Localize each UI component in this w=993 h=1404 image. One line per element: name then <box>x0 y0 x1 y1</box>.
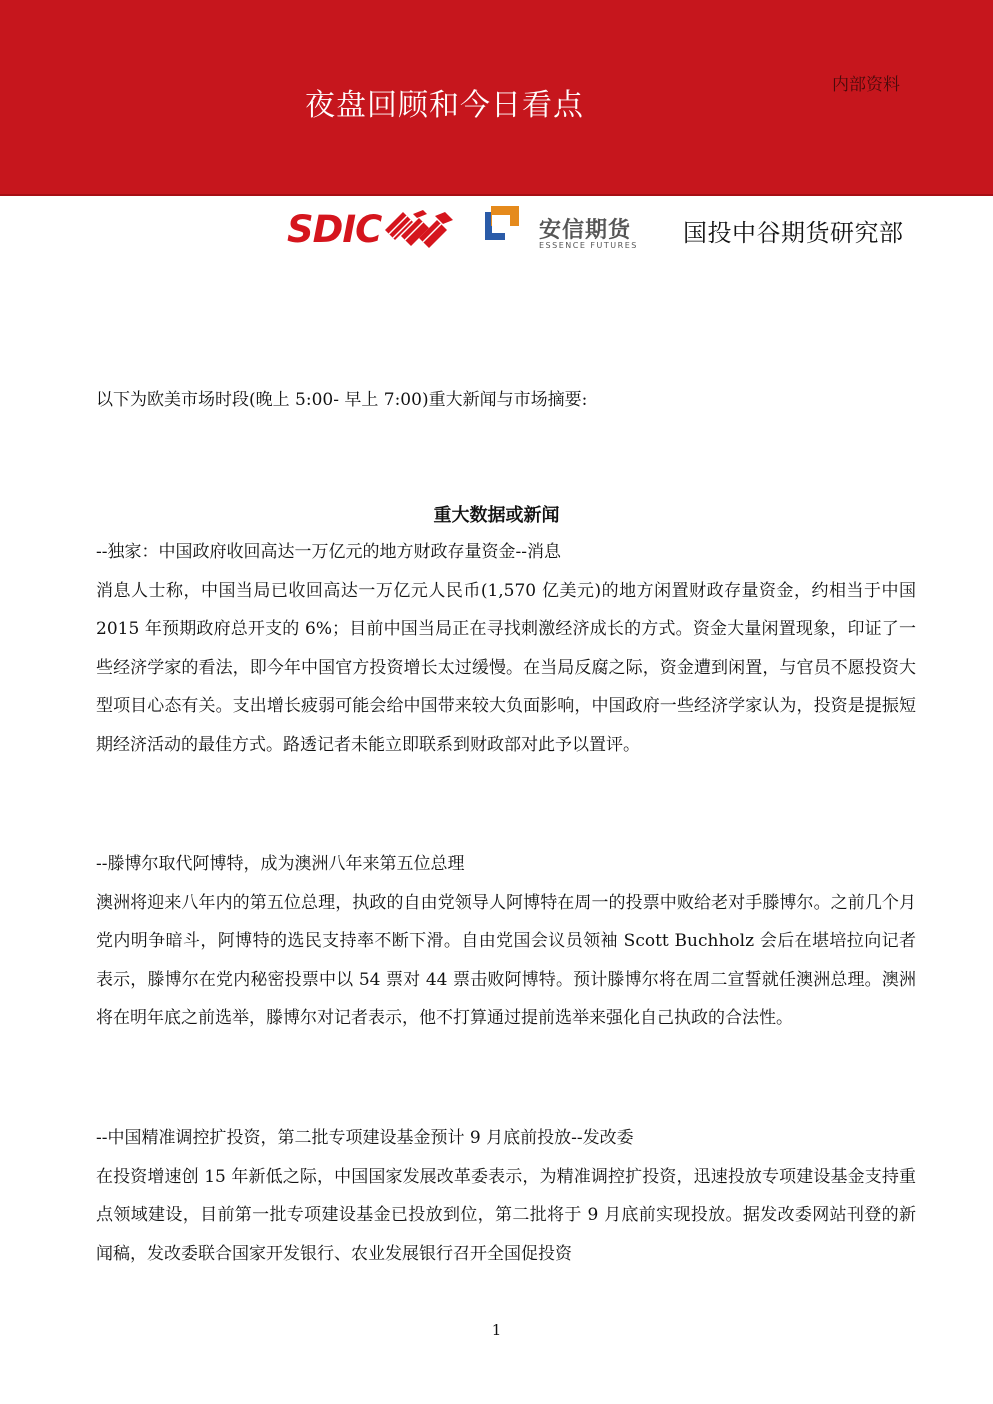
research-department-name: 国投中谷期货研究部 <box>683 219 904 247</box>
sdic-logo <box>287 210 462 250</box>
logo-row <box>0 200 993 260</box>
essence-logo-chinese: 安信期货 <box>539 218 632 243</box>
news-headline: --独家：中国政府收回高达一万亿元的地方财政存量资金--消息 <box>96 542 561 562</box>
news-body: 消息人士称，中国当局已收回高达一万亿元人民币(1,570 亿美元)的地方闲置财政存量资金，约相当于中国 2015 年预期政府总开支的 6%；目前中国当局正在寻找刺激经济成长的方式。资金大量闲置现象，印证了一些经济学家的看法，即今年中国官方投资增长太过缓慢。在当局反腐之际，资金遭到闲置，与官员不愿投资大型项目心态有关。支出增长疲弱可能会给中国带来较大负面影响，中国政府一些经济学家认为，投资是提振短期经济活动的最佳方式。路透记者未能立即联系到财政部对此予以置评。 <box>96 580 916 755</box>
news-headline: --滕博尔取代阿博特，成为澳洲八年来第五位总理 <box>96 854 465 874</box>
internal-document-label: 内部资料 <box>832 75 900 95</box>
sdic-diamond-icon <box>383 210 461 250</box>
news-body: 澳洲将迎来八年内的第五位总理，执政的自由党领导人阿博特在周一的投票中败给老对手滕博尔。之前几个月党内明争暗斗，阿博特的选民支持率不断下滑。自由党国会议员领袖 Scott Buchholz 会后在堪培拉向记者表示，滕博尔在党内秘密投票中以 54 票对 44 票击败阿博特。预计滕博尔将在周二宣誓就任澳洲总理。澳洲将在明年底之前选举，滕博尔对记者表示，他不打算通过提前选举来强化自己执政的合法性。 <box>96 892 916 1028</box>
intro-text: 以下为欧美市场时段(晚上 5:00- 早上 7:00)重大新闻与市场摘要: <box>96 390 588 410</box>
section-heading: 重大数据或新闻 <box>433 505 560 526</box>
header-band <box>0 0 993 196</box>
essence-futures-logo <box>485 204 655 254</box>
news-item <box>96 533 916 764</box>
essence-logo-english: ESSENCE FUTURES <box>539 241 638 250</box>
news-item <box>96 1119 916 1273</box>
news-body: 在投资增速创 15 年新低之际，中国国家发展改革委表示，为精准调控扩投资，迅速投放专项建设基金支持重点领域建设，目前第一批专项建设基金已投放到位，第二批将于 9 月底前实现投放。据发改委网站刊登的新闻稿，发改委联合国家开发银行、农业发展银行召开全国促投资 <box>96 1166 916 1264</box>
page-number: 1 <box>491 1321 502 1339</box>
news-item <box>96 845 916 1038</box>
document-title: 夜盘回顾和今日看点 <box>305 88 584 123</box>
news-headline: --中国精准调控扩投资，第二批专项建设基金预计 9 月底前投放--发改委 <box>96 1128 634 1148</box>
sdic-logo-text: SDIC <box>287 208 382 251</box>
essence-square-icon <box>485 206 523 244</box>
